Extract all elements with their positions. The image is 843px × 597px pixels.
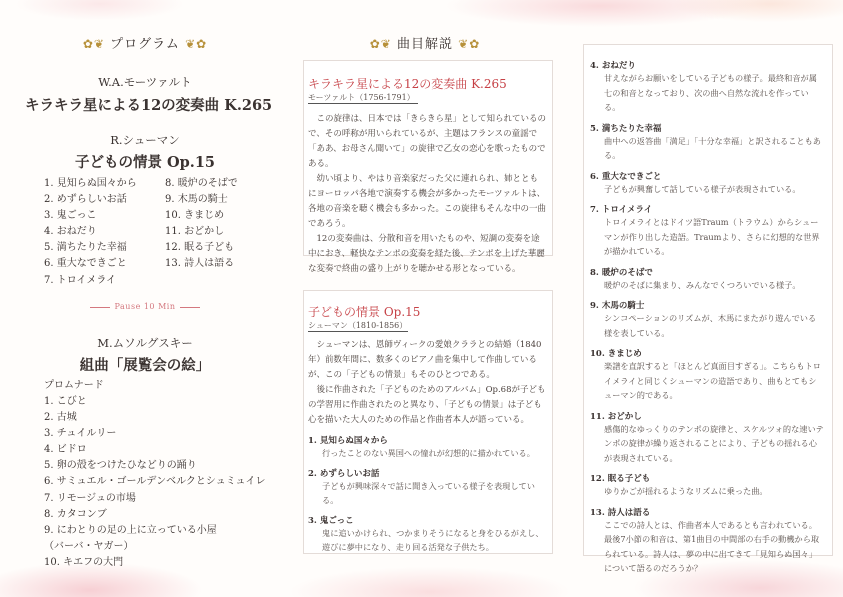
composer-mozart: W.A.モーツァルト (98, 75, 192, 89)
ornament-left-icon: ✿❦ (82, 37, 105, 51)
list-item: 7. トロイメライ (44, 274, 117, 286)
list-item: 13. 詩人は語る (165, 258, 235, 270)
k265-title: キラキラ星による12の変奏曲 K.265 (308, 77, 507, 91)
list-item: 3. チュイルリー (44, 428, 117, 440)
pause-divider: Pause 10 Min (40, 302, 250, 311)
pictures-list (44, 394, 266, 571)
note-item-text: 曲中への返答曲「満足」「十分な幸福」と訳されることもある。 (604, 135, 821, 160)
note-item-text: 子どもが興奮して話している様子が表現されている。 (604, 183, 801, 194)
note-item (590, 506, 824, 576)
list-item: 9. にわとりの足の上に立っている小屋 (44, 524, 217, 536)
note-item-title: 7. トロイメライ (590, 205, 653, 215)
ornament-left-icon: ✿❦ (369, 37, 392, 51)
op15-note-box (303, 290, 553, 554)
note-paragraph: この旋律は、日本では「きらきら星」として知られているので、その呼称が用いられているが、主題はフランスの童謡で「ああ、お母さん聞いて」の旋律で乙女の恋心を歌ったものである。 (308, 114, 547, 169)
op15-title: 子どもの情景 Op.15 (308, 305, 421, 319)
list-item: 7. リモージュの市場 (44, 492, 136, 504)
op15-rule (308, 331, 408, 332)
list-item: 9. 木馬の騎士 (165, 194, 228, 206)
note-item-text: 暖炉のそばに集まり、みんなでくつろいでいる様子。 (604, 279, 801, 290)
note-item-text: ゆりかごが揺れるようなリズムに乗った曲。 (604, 486, 768, 496)
note-item-title: 2. めずらしいお話 (308, 468, 380, 479)
ornament-right-icon: ❦✿ (458, 37, 481, 51)
note-paragraph: 12の変奏曲は、分散和音を用いたものや、短調の変奏を途中におき、軽快なテンポの変奏を経た後、テンポを上げた華麗な変奏で終曲の盛り上がりを聴かせる形となっている。 (308, 234, 545, 274)
list-item: 5. 満ちたりた幸福 (44, 242, 127, 254)
note-item-text: 楽譜を直訳すると「ほとんど真面目すぎる」。こちらもトロイメライと同じくシューマンの造語であり、曲もとてもシューマン的である。 (604, 361, 821, 400)
note-item (590, 266, 824, 293)
list-item: 5. 卵の殻をつけたひなどりの踊り (44, 460, 197, 472)
composer-mussorgsky: M.ムソルグスキー (97, 336, 193, 350)
note-item (590, 472, 824, 499)
op15-meta: シューマン（1810-1856） (308, 321, 408, 330)
note-item (590, 59, 824, 115)
list-item: 2. 古城 (44, 412, 77, 424)
note-item (590, 170, 824, 197)
program-heading: ✿❦ プログラム ❦✿ (82, 37, 208, 52)
list-item: 12. 眠る子ども (165, 242, 235, 254)
note-paragraph: シューマンは、恩師ヴィークの愛娘クララとの結婚（1840年）前数年間に、数多くのピアノ曲を集中して作曲しているが、この「子どもの情景」もそのひとつである。 (308, 340, 542, 380)
note-item-text: 鬼に追いかけられ、つかまりそうになると身をひるがえし、遊びに夢中になり、走り回る活発な子供たち。 (322, 527, 544, 552)
k265-paragraphs (308, 112, 546, 277)
note-item-text: 感傷的なゆっくりのテンポの旋律と、スケルツォ的な速いテンポの旋律が繰り返されることにより、子どもの揺れる心が表現されている。 (604, 423, 824, 463)
list-item: （バーバ・ヤガー） (44, 540, 134, 552)
k265-meta: モーツァルト（1756-1791） (308, 93, 415, 102)
op15-note-box-continued (583, 44, 833, 573)
k265-rule (308, 103, 418, 104)
ornament-right-icon: ❦✿ (185, 37, 208, 51)
composer-schumann: R.シューマン (110, 133, 180, 147)
list-item: 1. 見知らぬ国々から (44, 178, 137, 189)
list-item: 1. こびと (44, 396, 87, 407)
list-item: 10. きまじめ (165, 210, 225, 222)
note-item-title: 8. 暖炉のそばで (590, 267, 653, 278)
list-item: 3. 鬼ごっこ (44, 210, 97, 222)
note-item (590, 410, 824, 466)
note-item (590, 347, 824, 403)
note-item-title: 3. 鬼ごっこ (308, 515, 354, 526)
work-k265: キラキラ星による12の変奏曲 K.265 (25, 97, 273, 114)
scenes-list-col2 (165, 176, 238, 273)
work-pictures: 組曲「展覧会の絵」 (79, 357, 211, 374)
note-paragraph: 後に作曲された「子どものためのアルバム」Op.68が子どもの学習用に作曲されたのと異なり、「子どもの情景」は子ども心を描いた大人のための作品と作曲者本人が語っている。 (308, 385, 546, 425)
op15-paragraphs (308, 338, 546, 428)
note-item (590, 299, 824, 340)
list-item: 8. 暖炉のそばで (165, 178, 238, 189)
note-item (590, 203, 824, 259)
list-item: 2. めずらしいお話 (44, 194, 127, 206)
note-item-title: 6. 重大なできごと (590, 171, 662, 182)
note-item-title: 12. 眠る子ども (590, 474, 651, 484)
scenes-list-col1 (44, 176, 137, 289)
list-item: 6. 重大なできごと (44, 258, 127, 270)
promenade-label: プロムナード (44, 380, 104, 391)
list-item: 4. ビドロ (44, 444, 87, 456)
note-item-title: 4. おねだり (590, 61, 636, 71)
note-paragraph: 幼い頃より、やはり音楽家だった父に連れられ、姉とともにヨーロッパ各地で演奏する機会が多かったモーツァルトは、各地の音楽を聴く機会も多かった。この旋律もそんな中の一曲であろう。 (308, 174, 547, 229)
work-op15: 子どもの情景 Op.15 (74, 154, 216, 171)
note-item (308, 434, 546, 461)
list-item: 4. おねだり (44, 226, 97, 238)
list-item: 11. おどかし (165, 226, 225, 238)
note-item-text: シンコペーションのリズムが、木馬にまたがり遊んでいる様を表している。 (604, 313, 817, 338)
note-item-title: 11. おどかし (590, 411, 642, 422)
note-item-title: 5. 満ちたりた幸福 (590, 123, 662, 134)
note-item (590, 122, 824, 163)
note-item (308, 467, 546, 508)
k265-note-box (303, 60, 553, 274)
note-item-text: 子どもが興味深々で話に聞き入っている様子を表現している。 (322, 480, 535, 505)
note-item-text: 行ったことのない異国への憧れが幻想的に描かれている。 (322, 448, 535, 458)
op15-items-continued (584, 45, 832, 576)
list-item: 8. カタコンブ (44, 508, 107, 520)
op15-items (308, 434, 546, 555)
note-item-text: ここでの詩人とは、作曲者本人であるとも言われている。最後7小節の和音は、第1曲目の中間部の右手の動機から取られている。詩人は、夢の中に出てきて「見知らぬ国々」について語るのだろうか？ (604, 519, 820, 573)
note-item-title: 10. きまじめ (590, 349, 642, 359)
notes-heading: ✿❦ 曲目解説 ❦✿ (369, 37, 481, 52)
note-item-text: 甘えながらお願いをしている子どもの様子。最終和音が属七の和音となっており、次の曲へ自然な流れを作っている。 (604, 73, 817, 112)
list-item: 6. サミュエル・ゴールデンベルクとシュミュイレ (44, 476, 266, 488)
note-item-title: 9. 木馬の騎士 (590, 301, 645, 311)
list-item: 10. キエフの大門 (44, 556, 124, 568)
note-item-title: 13. 詩人は語る (590, 507, 651, 518)
note-item (308, 514, 546, 555)
note-item-title: 1. 見知らぬ国々から (308, 436, 388, 446)
note-item-text: トロイメライとはドイツ語Traum（トラウム）からシューマンが作り出した造語。Traumより、さらに幻想的な世界が描かれている。 (604, 217, 820, 256)
